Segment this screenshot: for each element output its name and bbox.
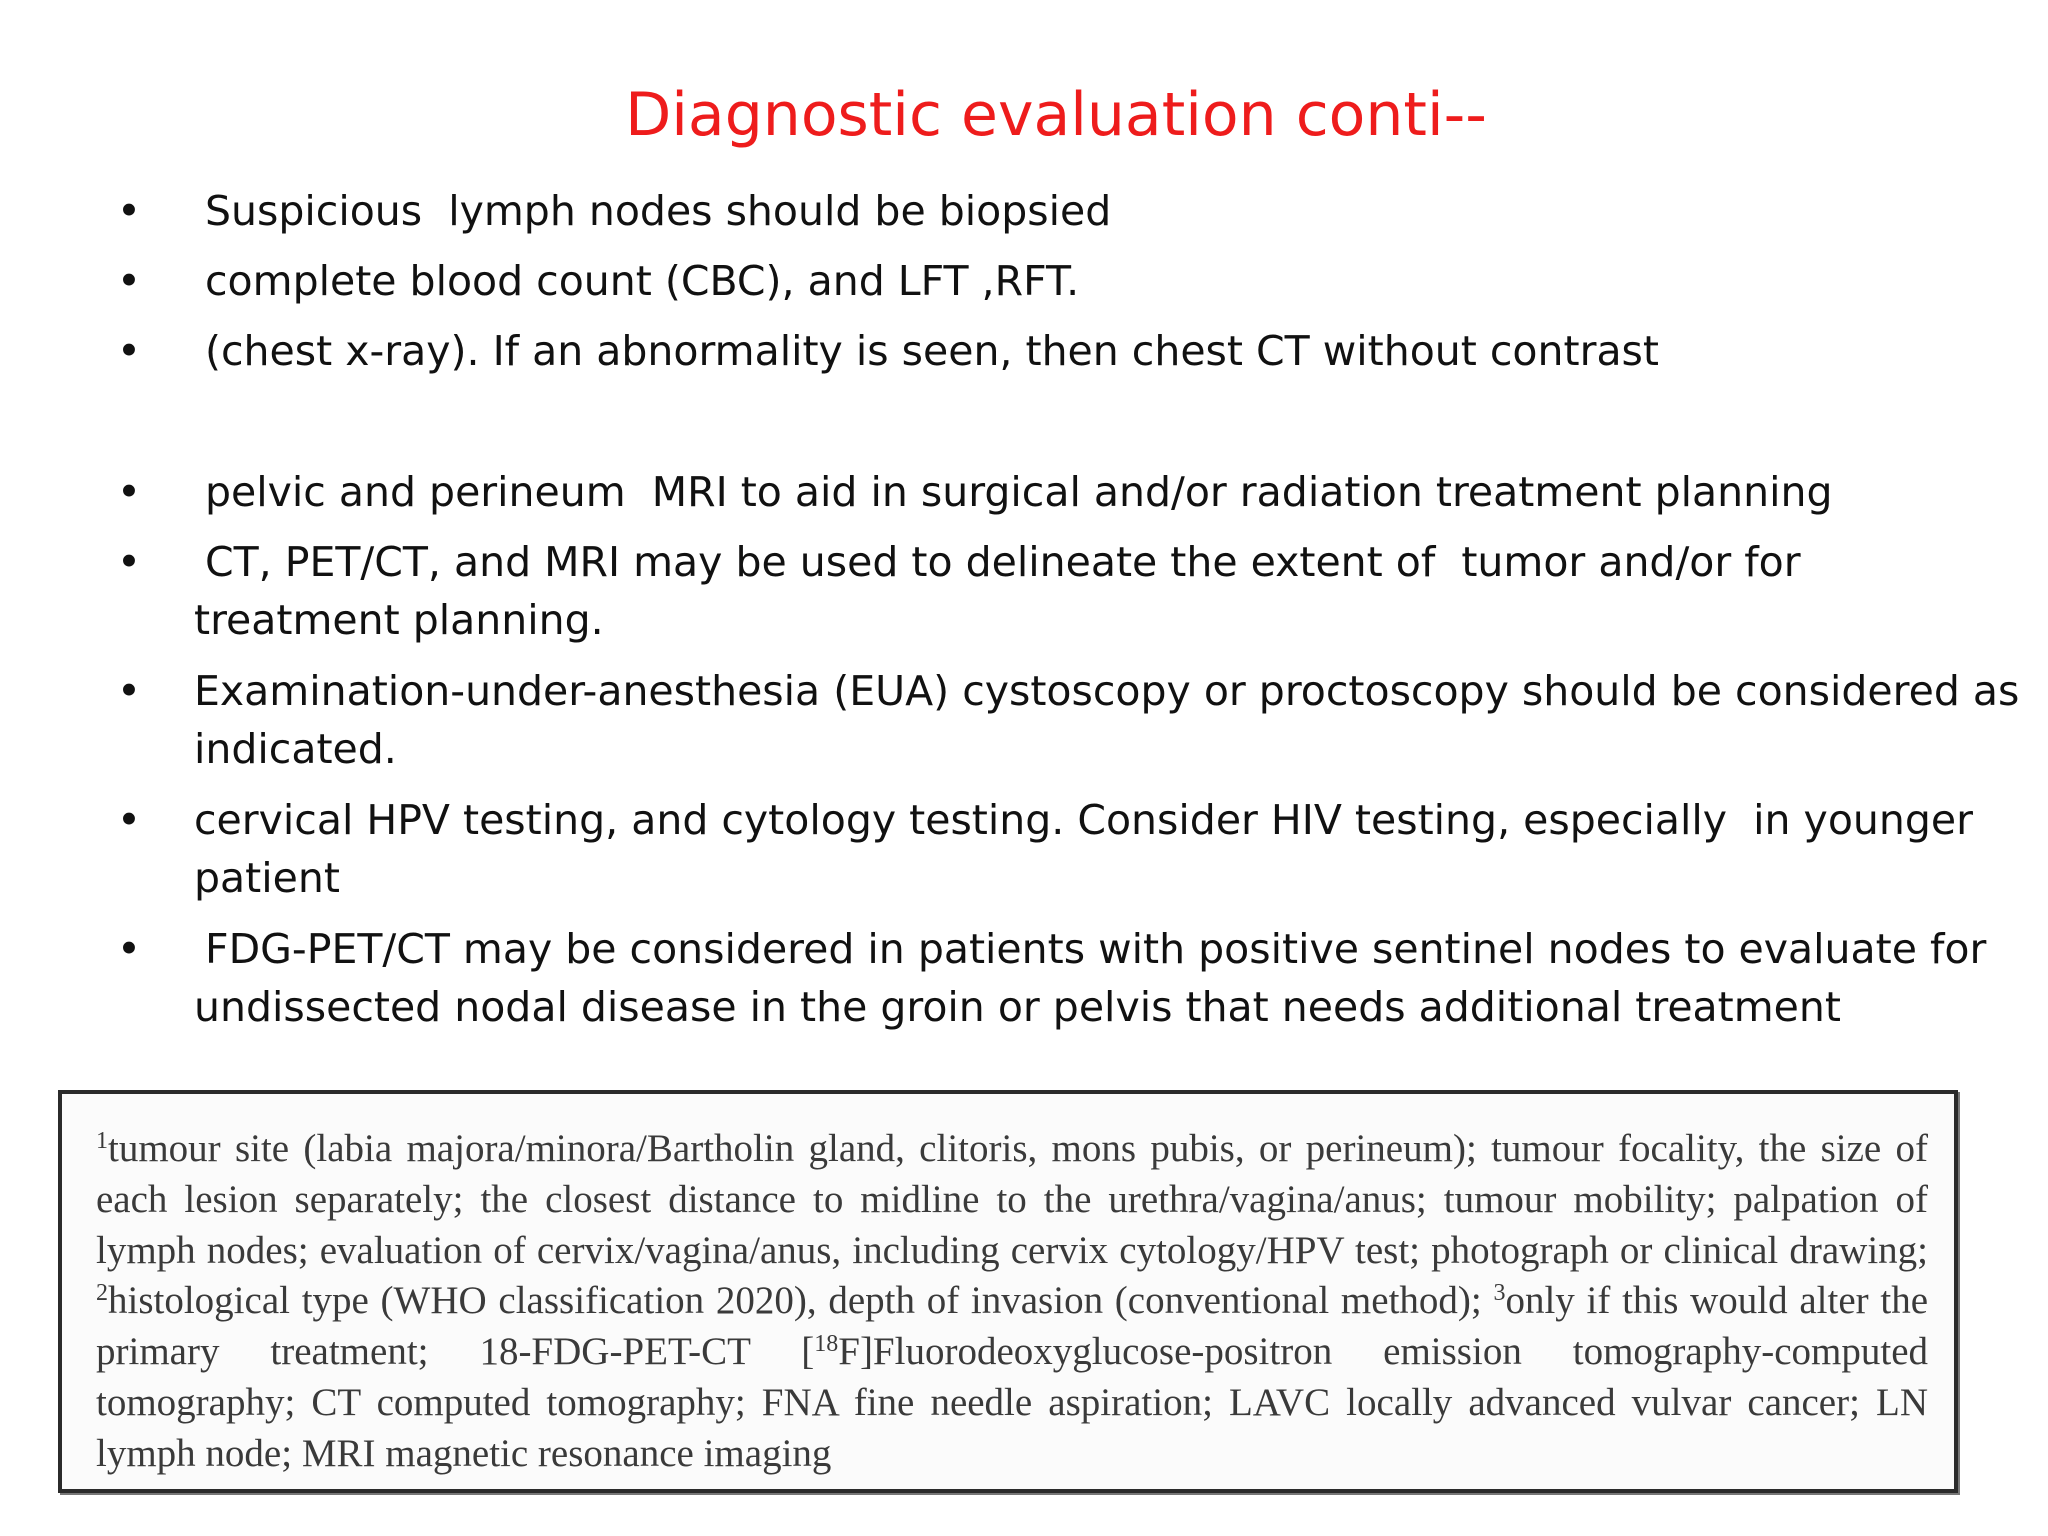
slide-title: Diagnostic evaluation conti-- <box>625 80 1487 150</box>
footnote-segment: histological type (WHO classification 2020), depth of invasion (conventional method); <box>108 1279 1494 1323</box>
bullet-text: Suspicious lymph nodes should be biopsied <box>205 187 1112 235</box>
bullet-text-continuation: treatment planning. <box>194 596 604 644</box>
bullet-text: (chest x-ray). If an abnormality is seen, then chest CT without contrast <box>205 327 1659 375</box>
bullet-marker: • <box>116 468 142 516</box>
footnote-text <box>96 1124 1928 1480</box>
bullet-text: FDG-PET/CT may be considered in patients with positive sentinel nodes to evaluate for <box>205 925 1987 973</box>
bullet-marker: • <box>116 327 142 375</box>
footnote-segment: tumour site (labia majora/minora/Bartholin gland, clitoris, mons pubis, or perineum); tumour focality, the size of each lesion separately; the closest distance to midline to the urethra/vagina/anus; tumour mobility; palpation of lymph nodes; evaluation of cervix/vagina/anus, including cervix cytology/HPV test; photograph or clinical drawing; <box>96 1127 1928 1272</box>
bullet-text: complete blood count (CBC), and LFT ,RFT. <box>205 257 1080 305</box>
footnote-superscript: 1 <box>96 1128 108 1154</box>
footnote-superscript: 18 <box>814 1331 839 1358</box>
bullet-marker: • <box>116 187 142 235</box>
bullet-marker: • <box>116 538 142 586</box>
bullet-text: pelvic and perineum MRI to aid in surgical and/or radiation treatment planning <box>205 468 1833 516</box>
footnote-superscript: 3 <box>1493 1280 1506 1307</box>
bullet-text-continuation: indicated. <box>194 725 397 773</box>
bullet-text-continuation: patient <box>194 854 340 902</box>
bullet-marker: • <box>116 796 142 844</box>
bullet-text: cervical HPV testing, and cytology testing. Consider HIV testing, especially in younger <box>194 796 1973 844</box>
bullet-text: CT, PET/CT, and MRI may be used to delineate the extent of tumor and/or for <box>205 538 1801 586</box>
bullet-text: Examination-under-anesthesia (EUA) cystoscopy or proctoscopy should be considered as <box>194 667 2020 715</box>
bullet-marker: • <box>116 925 142 973</box>
bullet-marker: • <box>116 667 142 715</box>
footnote-superscript: 2 <box>96 1280 108 1307</box>
bullet-text-continuation: undissected nodal disease in the groin or pelvis that needs additional treatment <box>194 983 1841 1031</box>
footnote-segment: F]Fluorodeoxyglucose-positron emission tomography-computed tomography; CT computed tomography; FNA fine needle aspiration; LAVC locally advanced vulvar cancer; LN lymph node; MRI magnetic resonance imaging <box>96 1330 1929 1475</box>
footnote-segment: only if this would alter the primary treatment; 18-FDG-PET-CT [ <box>96 1279 1928 1374</box>
footnote-box <box>58 1090 1958 1493</box>
bullet-marker: • <box>116 257 142 305</box>
